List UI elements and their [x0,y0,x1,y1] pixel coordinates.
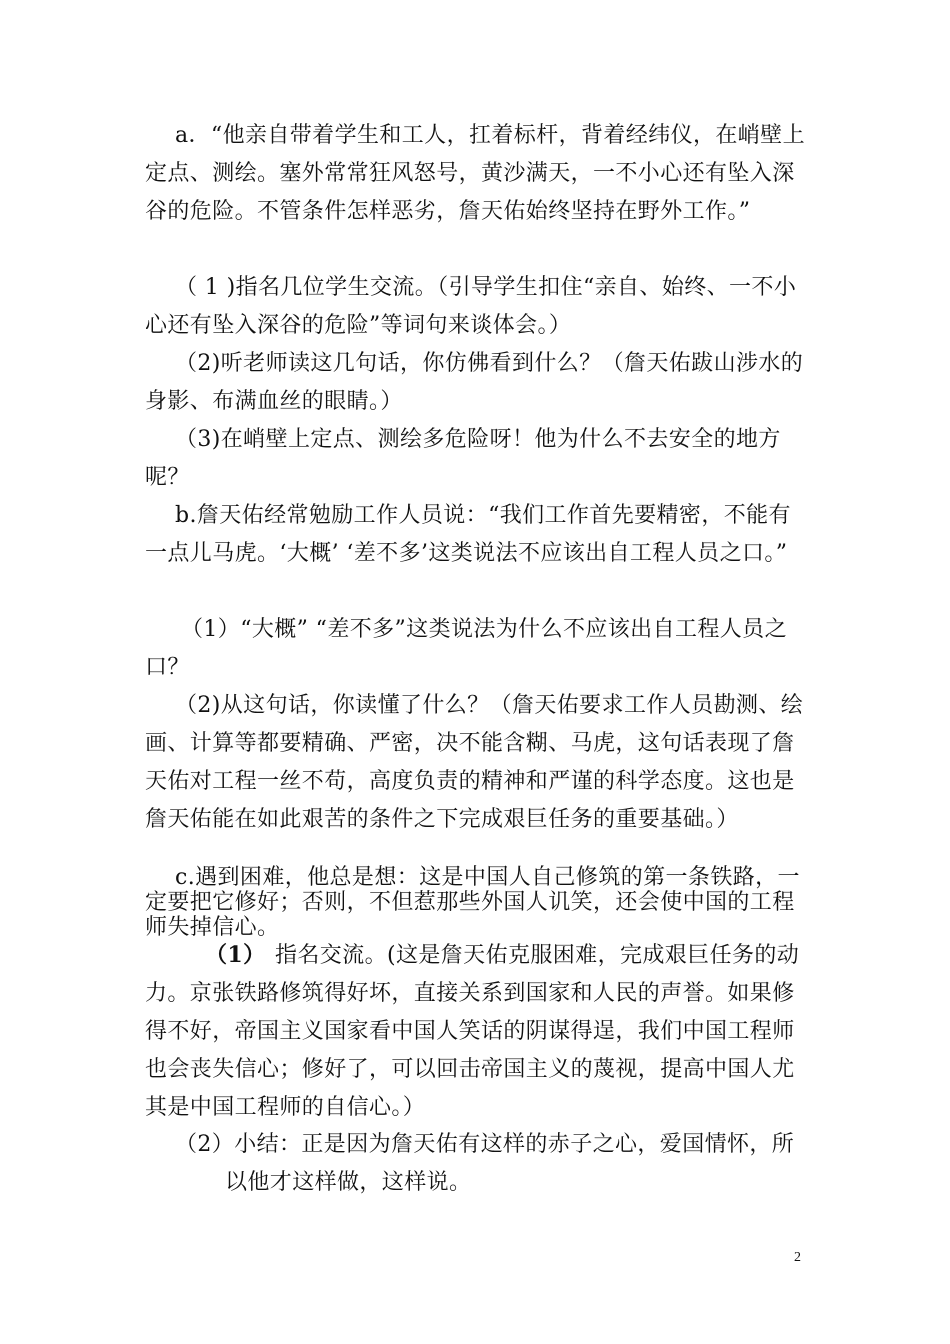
paragraph-a-question-2: （2)听老师读这几句话，你仿佛看到什么？（詹天佑跋山涉水的身影、布满血丝的眼睛。） [145,351,804,414]
paragraph-b-question-2: （2)从这句话，你读懂了什么？（詹天佑要求工作人员勘测、绘画、计算等都要精确、严密，决不能含糊、马虎，这句话表现了詹天佑对工程一丝不苟，高度负责的精神和严谨的科学态度。这也是詹天佑能在如此艰苦的条件之下完成艰巨任务的重要基础。） [145,693,804,832]
paragraph-summary [145,1126,810,1202]
paragraph-b-quote: b.詹天佑经常勉励工作人员说：“我们工作首先要精密，不能有一点儿马虎。‘大概’ ‘差不多’这类说法不应该出自工程人员之口。” [145,503,791,566]
page-number: 2 [794,1250,801,1265]
question-answer-text: 指名交流。(这是詹天佑克服困难，完成艰巨任务的动力。京张铁路修筑得好坏，直接关系到国家和人民的声誉。如果修得不好，帝国主义国家看中国人笑话的阴谋得逞，我们中国工程师也会丧失信心；修好了，可以回击帝国主义的蔑视，提高中国人尤其是中国工程师的自信心。） [145,943,800,1120]
summary-line-2: 以他才这样做，这样说。 [225,1170,472,1195]
paragraph-b-question-1: （1）“大概” “差不多”这类说法为什么不应该出自工程人员之口？ [145,617,787,680]
paragraph-a-question-3: （3)在峭壁上定点、测绘多危险呀！他为什么不去安全的地方呢？ [145,427,781,490]
summary-line-1: （2）小结：正是因为詹天佑有这样的赤子之心，爱国情怀，所 [175,1132,795,1157]
paragraph-a-question-1: （ 1 )指名几位学生交流。（引导学生扣住“亲自、始终、一不小心还有坠入深谷的危险”等词句来谈体会。） [145,275,797,338]
paragraph-a-quote: a．“他亲自带着学生和工人，扛着标杆，背着经纬仪，在峭壁上定点、测绘。塞外常常狂风怒号，黄沙满天，一不小心还有坠入深谷的危险。不管条件怎样恶劣，詹天佑始终坚持在野外工作。” [145,123,805,224]
paragraph-c-quote: c.遇到困难，他总是想：这是中国人自己修筑的第一条铁路，一定要把它修好；否则，不但惹那些外国人讥笑，还会使中国的工程师失掉信心。 [145,865,800,940]
question-number-label: （1） [205,942,266,968]
paragraph-c-question-1 [145,936,810,1127]
